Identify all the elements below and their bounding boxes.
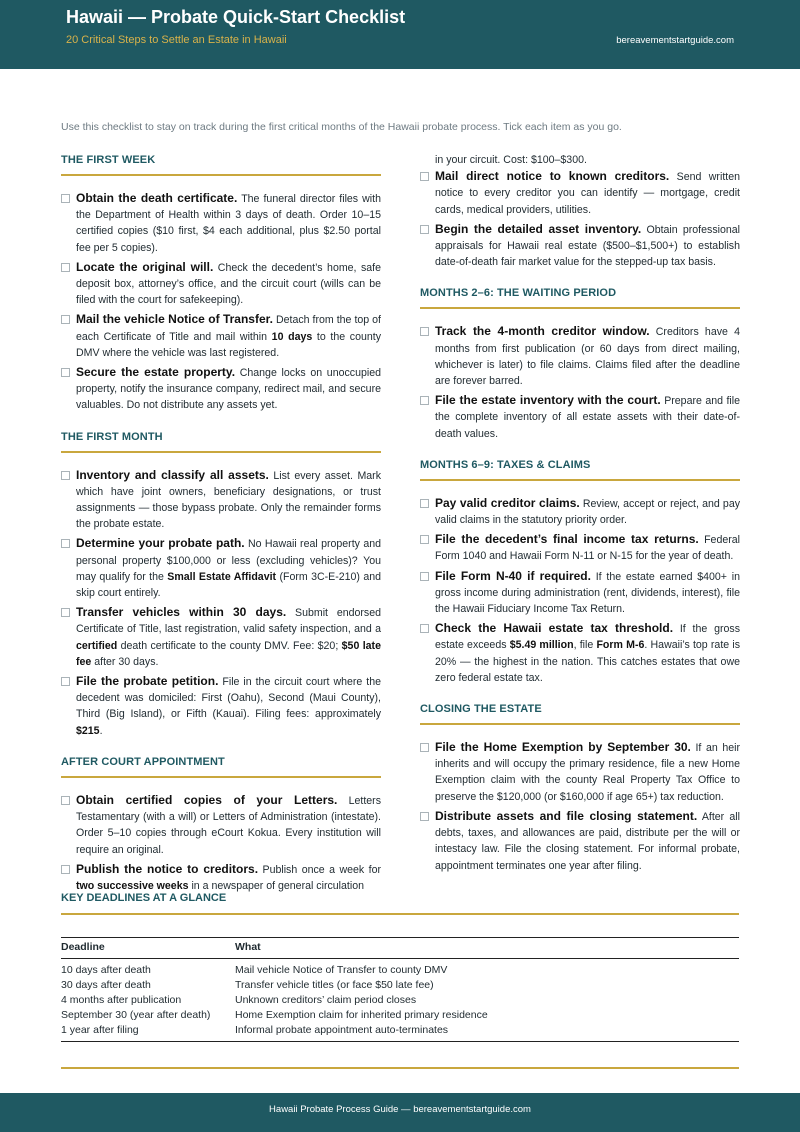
item-title: Mail direct notice to known creditors.: [435, 169, 670, 184]
item-title: File the decedent’s final income tax returns.: [435, 532, 699, 547]
column-header-deadline: Deadline: [61, 938, 235, 959]
header-site-link[interactable]: bereavementstartguide.com: [616, 35, 734, 46]
right-column: [420, 152, 740, 877]
what-cell: Mail vehicle Notice of Transfer to county DMV: [235, 964, 448, 976]
item-body: Review, accept or reject, and pay valid claims in the statutory priority order.: [435, 497, 741, 527]
item-emphasis: $50 late fee: [76, 639, 381, 668]
section-heading-closing: CLOSING THE ESTATE: [420, 701, 740, 725]
item-body: .: [99, 724, 103, 737]
item-title: Obtain certified copies of your Letters.: [76, 792, 338, 807]
item-emphasis: two successive weeks: [76, 879, 189, 892]
table-row: [61, 1008, 739, 1023]
checklist-item-original-will: [61, 259, 381, 309]
item-body: Send written notice to every creditor you can identify — mortgage, credit cards, medical providers, utilities.: [435, 171, 740, 216]
item-body: after 30 days.: [94, 655, 159, 668]
deadline-cell: 4 months after publication: [61, 994, 182, 1006]
page-footer: Hawaii Probate Process Guide — bereavementstartguide.com: [0, 1093, 800, 1132]
item-body: Creditors have 4 months from first publication (or 60 days from direct mailing, whichever is later) to file claims. Claims filed after the deadline are forever barred.: [435, 326, 740, 388]
section-heading-months-2-6: MONTHS 2–6: THE WAITING PERIOD: [420, 285, 740, 309]
item-title: Determine your probate path.: [76, 536, 245, 551]
item-body: Letters Testamentary (with a will) or Letters of Administration (intestate). Order 5–10 copies through eCourt Kokua. Every institution will require an original.: [76, 794, 381, 856]
item-title: Track the 4-month creditor window.: [435, 324, 650, 339]
checklist-item-death-certificate: [61, 190, 381, 256]
checklist-item-pay-claims: [420, 495, 740, 528]
item-body: If an heir inherits and will occupy the primary residence, file a new Home Exemption claim with the county Real Property Tax Office to preserve the $120,000 (or $160,000 if age 65+) tax reduction.: [435, 742, 740, 803]
checkbox[interactable]: [420, 812, 429, 821]
item-body: If the estate earned $400+ in gross income during administration (rent, dividends, interest), file the Hawaii Fiduciary Income Tax Return.: [435, 570, 740, 616]
checkbox[interactable]: [420, 225, 429, 234]
checklist-item-distribute: [420, 808, 740, 874]
item-title: File the estate inventory with the court.: [435, 393, 661, 408]
page-title: Hawaii — Probate Quick-Start Checklist: [66, 7, 406, 27]
checkbox[interactable]: [420, 396, 429, 405]
checkbox[interactable]: [420, 624, 429, 633]
checkbox[interactable]: [420, 572, 429, 581]
item-emphasis: certified: [76, 639, 118, 652]
key-deadlines-heading: KEY DEADLINES AT A GLANCE: [61, 892, 739, 915]
item-title: File the probate petition.: [76, 674, 219, 689]
item-title: Mail the vehicle Notice of Transfer.: [76, 312, 273, 327]
item-body: Publish once a week for: [262, 863, 381, 876]
checklist-item-home-exemption: [420, 739, 740, 805]
item-title: Obtain the death certificate.: [76, 191, 238, 205]
item-body: to the county DMV where the vehicle was last registered.: [76, 330, 381, 359]
item-body: Check the decedent’s home, safe deposit box, attorney’s office, and the circuit court (wills can be filed with the court for safekeeping).: [76, 261, 381, 307]
page-subtitle: 20 Critical Steps to Settle an Estate in Hawaii: [66, 34, 287, 46]
checkbox[interactable]: [420, 172, 429, 181]
what-cell: Informal probate appointment auto-terminates: [235, 1024, 449, 1036]
item-emphasis: 10 days: [271, 330, 313, 343]
checklist-item-creditor-window: [420, 323, 740, 389]
what-cell: Transfer vehicle titles (or face $50 late fee): [235, 979, 434, 991]
item-title: Check the Hawaii estate tax threshold.: [435, 621, 674, 636]
key-deadlines: [61, 892, 739, 1042]
item-title: Distribute assets and file closing statement.: [435, 808, 698, 823]
checkbox[interactable]: [420, 743, 429, 752]
item-body: Federal Form 1040 and Hawaii Form N-11 or N-15 for the year of death.: [435, 534, 740, 563]
item-title: Secure the estate property.: [76, 365, 236, 380]
section-heading-first-week: THE FIRST WEEK: [61, 152, 381, 176]
divider: [61, 1067, 739, 1069]
checkbox[interactable]: [420, 499, 429, 508]
item-title: File Form N-40 if required.: [435, 568, 591, 583]
item-title: Begin the detailed asset inventory.: [435, 221, 642, 236]
table-row: [61, 978, 739, 993]
checkbox[interactable]: [61, 471, 70, 480]
checklist-item-publish-notice: [61, 861, 381, 894]
checklist-item-secure-property: [61, 364, 381, 414]
checklist-item-detailed-inventory: [420, 221, 740, 271]
item-body: Change locks on unoccupied property, notify the insurance company, redirect mail, and secure valuables. Do not distribute any assets yet.: [76, 367, 381, 412]
item-body: If the gross estate exceeds: [435, 623, 740, 652]
checklist-item-letters: [61, 792, 381, 858]
page-header: [0, 0, 800, 69]
table-header-row: [61, 938, 739, 959]
item-body: Submit endorsed Certificate of Title, last registration, valid safety inspection, and a: [76, 607, 381, 636]
item-body: death certificate to the county DMV. Fee: $20;: [120, 639, 339, 652]
intro-text: Use this checklist to stay on track during the first critical months of the Hawaii probate process. Tick each item as you go.: [61, 121, 622, 133]
item-title: Publish the notice to creditors.: [76, 861, 259, 876]
item-body: , file: [573, 639, 594, 652]
item-body: Detach from the top of each Certificate of Title and mail within: [76, 314, 381, 343]
column-header-what: What: [235, 938, 739, 959]
checklist-item-final-tax: [420, 531, 740, 564]
checkbox[interactable]: [61, 263, 70, 272]
item-emphasis: Form M-6: [596, 639, 645, 652]
item-body: List every asset. Mark which have joint owners, beneficiary designations, or trust assignments — those bypass probate. Only the remainder forms the probate estate.: [76, 469, 381, 531]
item-body: in a newspaper of general circulation: [191, 879, 364, 892]
checklist-item-estate-tax: [420, 620, 740, 686]
item-title: Pay valid creditor claims.: [435, 495, 580, 510]
deadline-cell: September 30 (year after death): [61, 1009, 211, 1021]
checkbox[interactable]: [61, 539, 70, 548]
checklist-item-transfer-vehicles: [61, 604, 381, 670]
table-row: [61, 959, 739, 979]
item-body: Prepare and file the complete inventory of all estate assets with their date-of-death values.: [435, 395, 740, 440]
item-title: File the Home Exemption by September 30.: [435, 740, 691, 755]
checkbox[interactable]: [420, 327, 429, 336]
item-emphasis: Small Estate Affidavit: [167, 570, 277, 583]
checklist-item-inventory-assets: [61, 467, 381, 533]
item-title: Locate the original will.: [76, 259, 214, 274]
item-body: Obtain professional appraisals for Hawaii real estate ($500–$1,500+) to establish date-of-death fair market value for the stepped-up tax basis.: [435, 223, 740, 269]
item-body: (Form 3C-E-210) and skip court entirely.: [76, 570, 382, 600]
item-body: . Hawaii’s top rate is 20% — the highest in the nation. This catches estates that owe zero federal estate tax.: [435, 639, 740, 684]
checkbox[interactable]: [61, 194, 70, 203]
item-title: Inventory and classify all assets.: [76, 467, 269, 482]
left-column: [61, 152, 381, 897]
checkbox[interactable]: [61, 796, 70, 805]
what-cell: Unknown creditors’ claim period closes: [235, 994, 417, 1006]
section-heading-months-6-9: MONTHS 6–9: TAXES & CLAIMS: [420, 457, 740, 481]
table-row: [61, 1023, 739, 1042]
item-body: No Hawaii real property and personal property $100,000 or less (excluding vehicles)? You may qualify for the: [76, 538, 381, 583]
checkbox[interactable]: [61, 368, 70, 377]
deadline-cell: 30 days after death: [61, 979, 151, 991]
item-emphasis: $5.49 million: [509, 639, 574, 652]
deadlines-table: [61, 937, 739, 1042]
checkbox[interactable]: [420, 535, 429, 544]
checkbox[interactable]: [61, 865, 70, 874]
section-heading-after-court: AFTER COURT APPOINTMENT: [61, 754, 381, 778]
checklist-item-probate-petition: [61, 673, 381, 739]
deadline-cell: 10 days after death: [61, 964, 151, 976]
checklist-item-vehicle-notice: [61, 311, 381, 361]
item-body: The funeral director files with the Department of Health within 3 days of death. Order 10–15 certified copies ($10 first, $4 each additional, plus $2.50 portal fee per 5 copies).: [76, 193, 381, 254]
checklist-item-n40: [420, 568, 740, 618]
table-row: [61, 993, 739, 1008]
checkbox[interactable]: [61, 608, 70, 617]
checklist-item-direct-notice: [420, 168, 740, 218]
checkbox[interactable]: [61, 677, 70, 686]
item-continuation: in your circuit. Cost: $100–$300.: [435, 154, 587, 166]
checklist-item-probate-path: [61, 535, 381, 601]
checklist-item-file-inventory: [420, 392, 740, 442]
item-body: File in the circuit court where the decedent was domiciled: First (Oahu), Second (Maui County), Third (Big Island), or Fifth (Kauai). Filing fees: approximately: [76, 676, 381, 721]
item-title: Transfer vehicles within 30 days.: [76, 605, 287, 620]
item-emphasis: $215: [76, 724, 100, 737]
deadline-cell: 1 year after filing: [61, 1024, 139, 1036]
item-body: After all debts, taxes, and allowances are paid, distribute per the will or intestacy law. File the closing statement. For informal probate, appointment terminates one year after filing.: [435, 810, 741, 872]
section-heading-first-month: THE FIRST MONTH: [61, 429, 381, 453]
what-cell: Home Exemption claim for inherited primary residence: [235, 1009, 488, 1021]
checkbox[interactable]: [61, 315, 70, 324]
